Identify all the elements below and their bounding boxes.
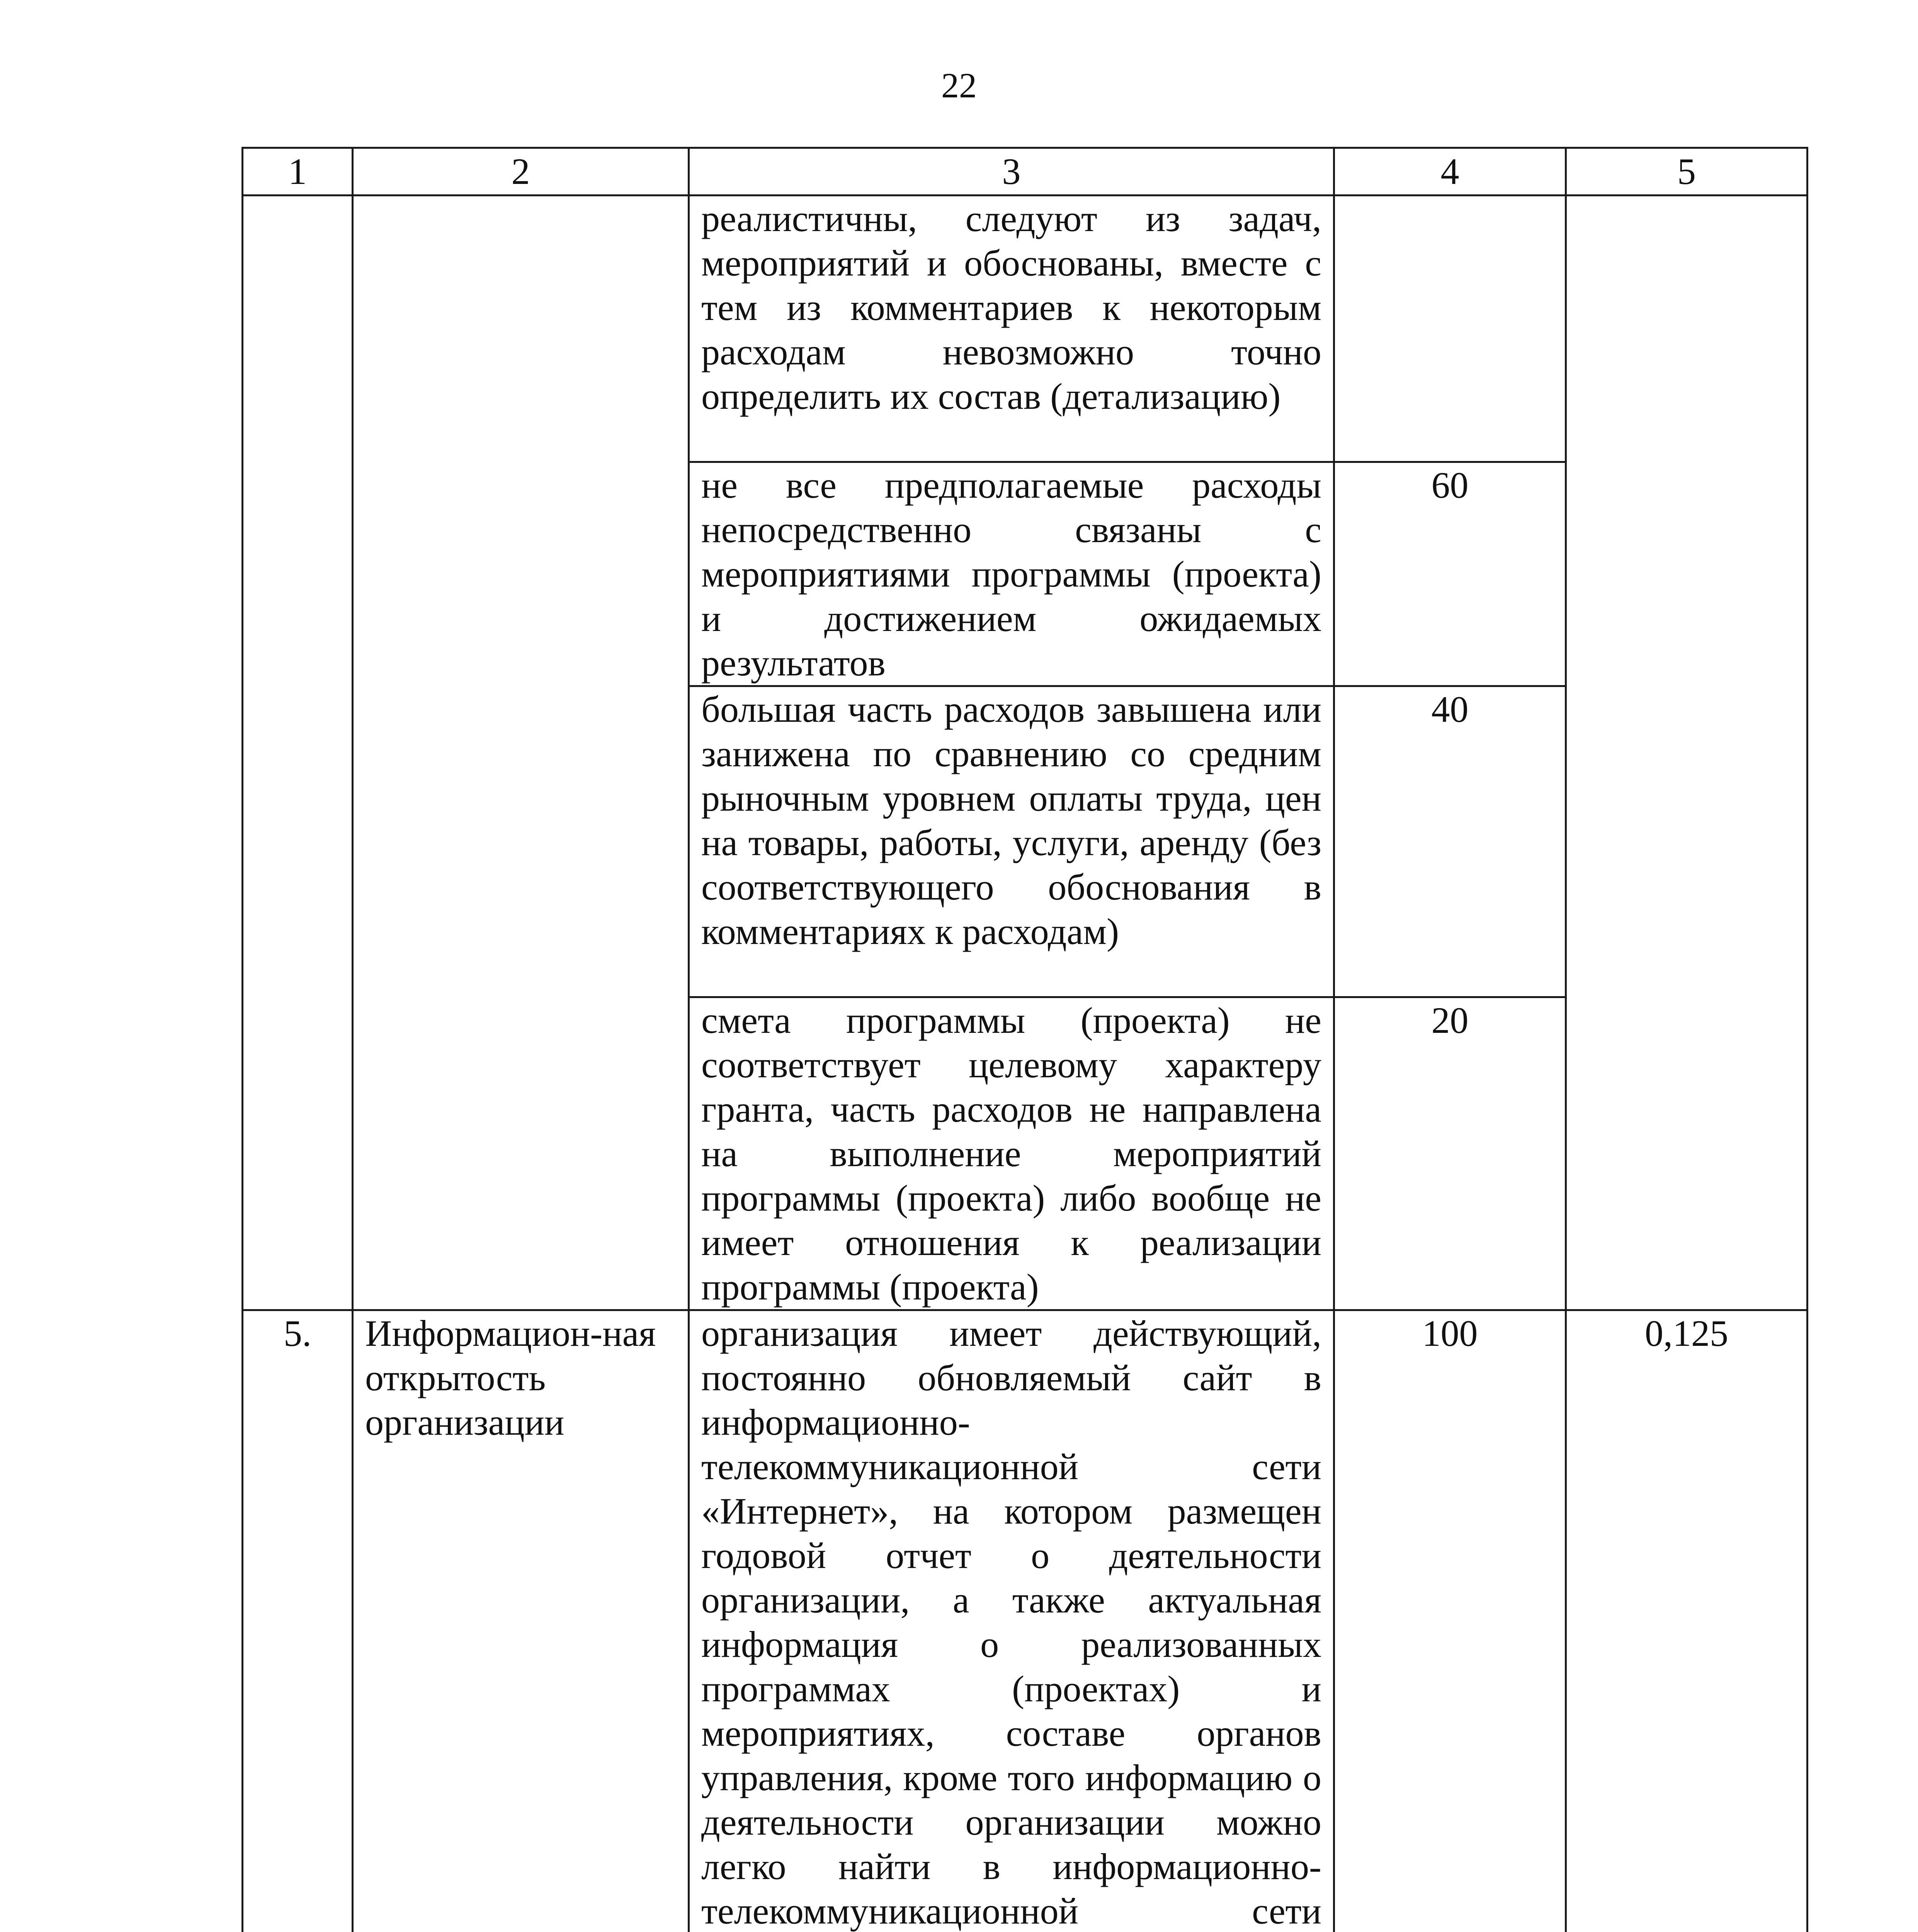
section-number-cell-continued bbox=[243, 196, 353, 1310]
section-name: Информацион-ная открытость организации bbox=[353, 1310, 689, 1932]
header-cell-2: 2 bbox=[353, 148, 689, 196]
header-cell-4: 4 bbox=[1334, 148, 1566, 196]
header-cell-1: 1 bbox=[243, 148, 353, 196]
table-row bbox=[243, 196, 1807, 462]
section-number: 5. bbox=[243, 1310, 353, 1932]
table-header-row bbox=[243, 148, 1807, 196]
criterion-text: не все предполагаемые расходы непосредственно связаны с мероприятиями программы (проекта) и достижением ожидаемых результатов bbox=[689, 462, 1334, 686]
section-weight-cell-continued bbox=[1566, 196, 1807, 1310]
criterion-score: 100 bbox=[1334, 1310, 1566, 1932]
header-cell-3: 3 bbox=[689, 148, 1334, 196]
header-cell-5: 5 bbox=[1566, 148, 1807, 196]
criterion-text: смета программы (проекта) не соответствует целевому характеру гранта, часть расходов не направлена на выполнение мероприятий программы (проекта) либо вообще не имеет отношения к реализации программы (проекта) bbox=[689, 997, 1334, 1310]
criterion-score: 60 bbox=[1334, 462, 1566, 686]
section-name-cell-continued bbox=[353, 196, 689, 1310]
criterion-score bbox=[1334, 196, 1566, 462]
criterion-score: 40 bbox=[1334, 686, 1566, 997]
criterion-text: реалистичны, следуют из задач, мероприятий и обоснованы, вместе с тем из комментариев к некоторым расходам невозможно точно определить их состав (детализацию) bbox=[689, 196, 1334, 462]
criteria-table bbox=[241, 147, 1808, 1932]
page-number: 22 bbox=[941, 66, 977, 105]
table-row bbox=[243, 1310, 1807, 1932]
criterion-text: большая часть расходов завышена или занижена по сравнению со средним рыночным уровнем оплаты труда, цен на товары, работы, услуги, аренду (без соответствующего обоснования в комментариях к расходам) bbox=[689, 686, 1334, 997]
section-weight: 0,125 bbox=[1566, 1310, 1807, 1932]
criterion-text: организация имеет действующий, постоянно обновляемый сайт в информационно-телекоммуникационной сети «Интернет», на котором размещен годовой отчет о деятельности организации, а также актуальная информация о реализованных программах (проектах) и мероприятиях, составе органов управления, кроме того информацию о деятельности организации можно легко найти в информационно-телекоммуникационной сети bbox=[689, 1310, 1334, 1932]
criterion-score: 20 bbox=[1334, 997, 1566, 1310]
